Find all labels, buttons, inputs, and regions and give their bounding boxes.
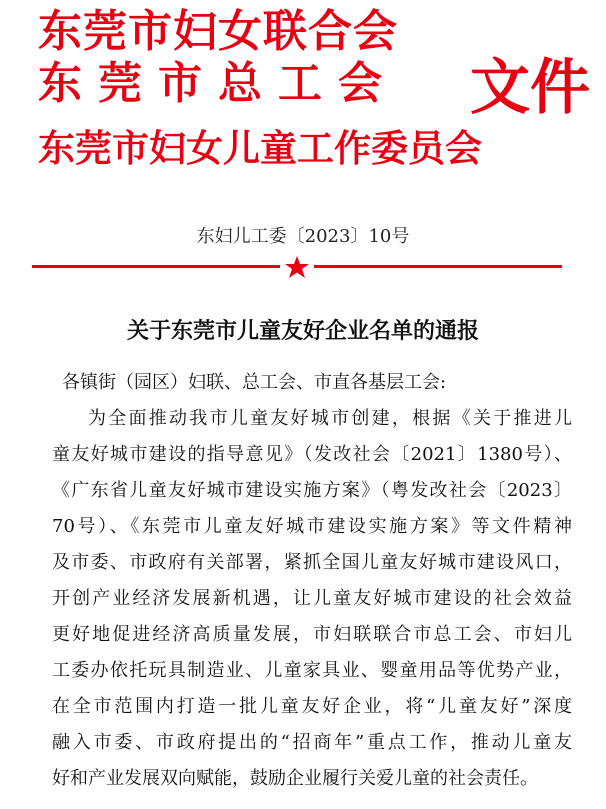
body-line: 童友好城市建设的指导意见》（发改社会〔2021〕1380号）、 [52,444,572,465]
document-number: 东妇儿工委〔2023〕10号 [196,226,410,247]
body-line: 为全面推动我市儿童友好城市创建，根据《关于推进儿 [88,408,572,429]
addressee: 各镇街（园区）妇联、总工会、市直各基层工会: [62,372,447,393]
body-line: 开创产业经济发展新机遇，让儿童友好城市建设的社会效益 [52,588,572,609]
body-line: 及市委、市政府有关部署，紧抓全国儿童友好城市建设风口， [52,552,572,573]
body-line: 好和产业发展双向赋能，鼓励企业履行关爱儿童的社会责任。 [52,768,538,789]
divider-line-left [32,265,280,268]
body-line: 《广东省儿童友好城市建设实施方案》（粤发改社会〔2023〕 [52,480,572,501]
divider-line-right [314,265,562,268]
issuer-name-trade-union: 东莞市总工会 [38,58,398,109]
issuer-name-women-children-committee: 东莞市妇女儿童工作委员会 [38,127,482,170]
red-divider [32,256,562,278]
body-line: 在全市范围内打造一批儿童友好企业，将“儿童友好”深度 [52,696,572,717]
issuer-name-womens-federation: 东莞市妇女联合会 [38,6,398,57]
star-icon [284,256,310,278]
body-line: 工委办依托玩具制造业、儿童家具业、婴童用品等优势产业， [52,660,572,681]
notice-title: 关于东莞市儿童友好企业名单的通报 [126,319,479,344]
body-line: 融入市委、市政府提出的“招商年”重点工作，推动儿童友 [52,732,572,753]
body-line: 70号）、《东莞市儿童友好城市建设实施方案》等文件精神 [52,516,572,537]
body-line: 更好地促进经济高质量发展，市妇联联合市总工会、市妇儿 [52,624,572,645]
document-word: 文件 [470,53,590,123]
